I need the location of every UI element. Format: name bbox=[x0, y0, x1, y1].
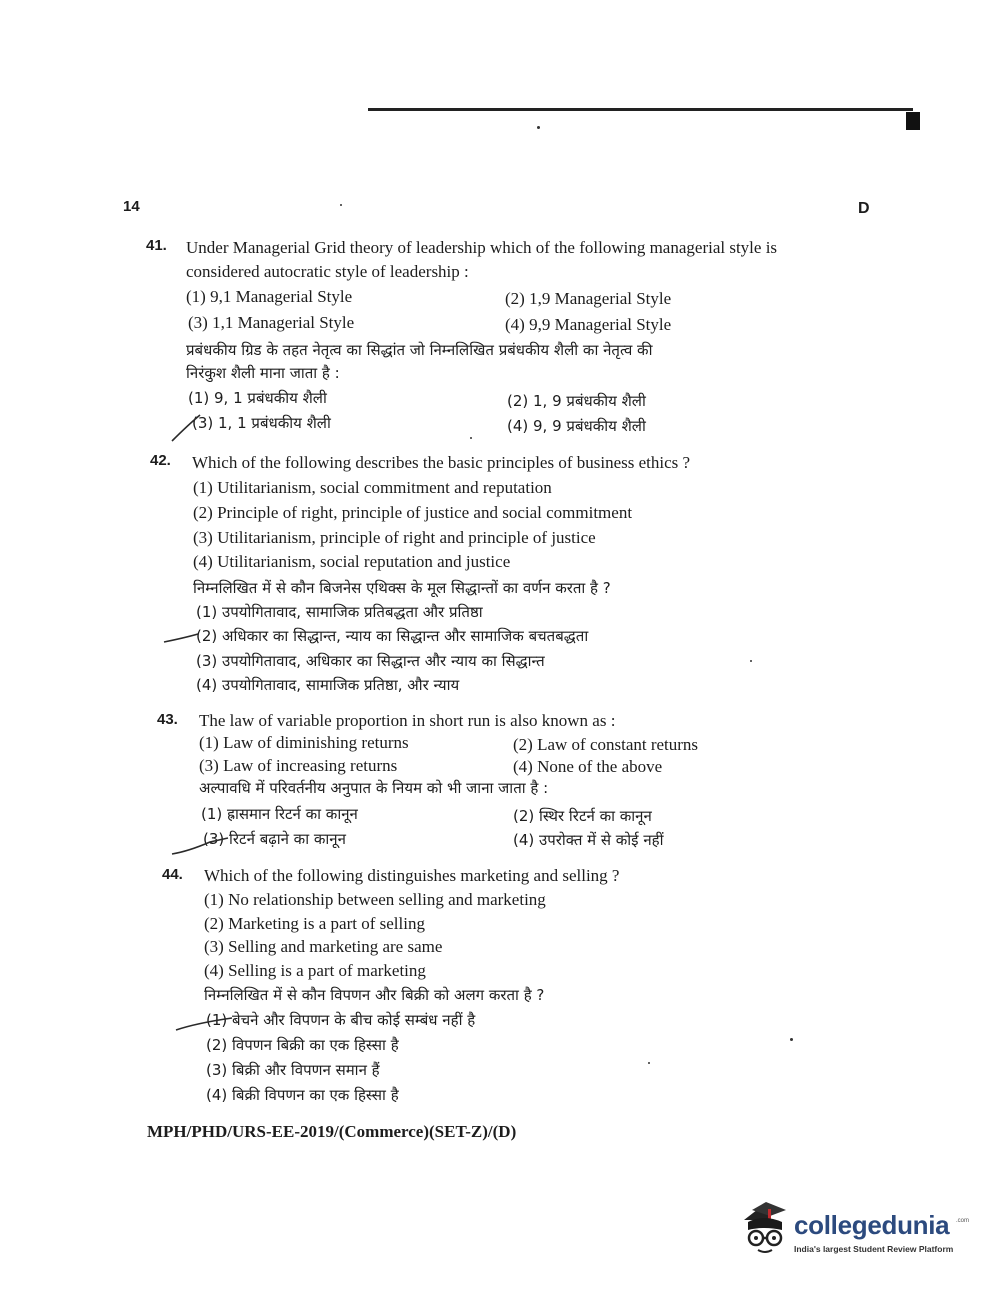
logo-wordmark: collegedunia bbox=[794, 1210, 950, 1240]
option-hi: (2) 1, 9 प्रबंधकीय शैली bbox=[507, 392, 646, 410]
student-mascot-icon bbox=[738, 1200, 792, 1258]
option-en: (3) Law of increasing returns bbox=[199, 756, 398, 775]
option-en: (2) Law of constant returns bbox=[513, 735, 699, 754]
option-hi: (4) उपयोगितावाद, सामाजिक प्रतिष्ठा, और न्याय bbox=[196, 676, 460, 694]
option-en: (3) 1,1 Managerial Style bbox=[188, 313, 355, 332]
scan-speck bbox=[340, 204, 342, 206]
option-hi: (3) रिटर्न बढ़ाने का कानून bbox=[203, 830, 346, 848]
option-en: (4) 9,9 Managerial Style bbox=[505, 315, 672, 334]
scan-speck bbox=[537, 126, 540, 129]
logo-tagline: India's largest Student Review Platform bbox=[794, 1244, 954, 1254]
option-en: (4) Selling is a part of marketing bbox=[204, 961, 426, 980]
page-top-rule bbox=[368, 108, 913, 111]
question-stem-en: Which of the following describes the basic principles of business ethics ? bbox=[192, 453, 691, 472]
scan-speck bbox=[648, 1062, 650, 1064]
page-corner-mark bbox=[906, 112, 920, 130]
answer-tick-mark bbox=[162, 628, 212, 648]
question-stem-en: Under Managerial Grid theory of leadership which of the following managerial style is bbox=[186, 238, 778, 257]
option-en: (3) Selling and marketing are same bbox=[204, 937, 443, 956]
option-en: (2) Marketing is a part of selling bbox=[204, 914, 425, 933]
question-stem-hi: निरंकुश शैली माना जाता है : bbox=[186, 364, 340, 382]
question-stem-en: considered autocratic style of leadership : bbox=[186, 262, 469, 281]
option-hi: (3) बिक्री और विपणन समान हैं bbox=[206, 1061, 380, 1079]
option-en: (3) Utilitarianism, principle of right and principle of justice bbox=[193, 528, 596, 547]
question-number: 43. bbox=[157, 711, 178, 728]
option-en: (1) No relationship between selling and marketing bbox=[204, 890, 546, 909]
logo-domain-suffix: .com bbox=[956, 1218, 970, 1224]
option-en: (1) Utilitarianism, social commitment and reputation bbox=[193, 478, 552, 497]
option-en: (1) 9,1 Managerial Style bbox=[186, 287, 353, 306]
question-stem-en: Which of the following distinguishes marketing and selling ? bbox=[204, 866, 620, 885]
collegedunia-logo bbox=[738, 1196, 968, 1266]
option-hi: (3) उपयोगितावाद, अधिकार का सिद्धान्त और न्याय का सिद्धान्त bbox=[196, 652, 545, 670]
option-en: (4) Utilitarianism, social reputation and justice bbox=[193, 552, 511, 571]
answer-tick-mark bbox=[174, 1012, 234, 1034]
option-hi: (4) 9, 9 प्रबंधकीय शैली bbox=[507, 417, 646, 435]
option-en: (2) 1,9 Managerial Style bbox=[505, 289, 672, 308]
question-stem-en: The law of variable proportion in short run is also known as : bbox=[199, 711, 616, 730]
option-hi: (1) उपयोगितावाद, सामाजिक प्रतिबद्धता और प्रतिष्ठा bbox=[196, 603, 483, 621]
option-hi: (4) उपरोक्त में से कोई नहीं bbox=[513, 831, 664, 849]
option-hi: (1) 9, 1 प्रबंधकीय शैली bbox=[188, 389, 327, 407]
question-number: 42. bbox=[150, 452, 171, 469]
set-letter: D bbox=[858, 200, 870, 217]
question-number: 41. bbox=[146, 237, 167, 254]
answer-tick-mark bbox=[170, 832, 230, 858]
option-hi: (2) अधिकार का सिद्धान्त, न्याय का सिद्धान्त और सामाजिक बचतबद्धता bbox=[196, 627, 589, 645]
question-stem-hi: अल्पावधि में परिवर्तनीय अनुपात के नियम को भी जाना जाता है : bbox=[199, 779, 549, 797]
option-en: (4) None of the above bbox=[513, 757, 663, 776]
answer-tick-mark bbox=[170, 405, 220, 445]
option-en: (2) Principle of right, principle of justice and social commitment bbox=[193, 503, 633, 522]
page-number: 14 bbox=[123, 198, 140, 215]
option-hi: (1) ह्रासमान रिटर्न का कानून bbox=[201, 805, 358, 823]
scan-speck bbox=[470, 437, 472, 439]
option-hi: (3) 1, 1 प्रबंधकीय शैली bbox=[192, 414, 331, 432]
question-stem-hi: निम्नलिखित में से कौन बिजनेस एथिक्स के मूल सिद्धान्तों का वर्णन करता है ? bbox=[193, 579, 611, 597]
question-stem-hi: प्रबंधकीय ग्रिड के तहत नेतृत्व का सिद्धांत जो निम्नलिखित प्रबंधकीय शैली का नेतृत्व की bbox=[186, 341, 653, 359]
option-hi: (1) बेचने और विपणन के बीच कोई सम्बंध नहीं है bbox=[206, 1011, 476, 1029]
question-stem-hi: निम्नलिखित में से कौन विपणन और बिक्री को अलग करता है ? bbox=[204, 986, 545, 1004]
question-number: 44. bbox=[162, 866, 183, 883]
scan-speck bbox=[790, 1038, 793, 1041]
option-hi: (2) स्थिर रिटर्न का कानून bbox=[513, 807, 652, 825]
option-hi: (2) विपणन बिक्री का एक हिस्सा है bbox=[206, 1036, 399, 1054]
scan-speck bbox=[750, 660, 752, 662]
option-en: (1) Law of diminishing returns bbox=[199, 733, 409, 752]
paper-code: MPH/PHD/URS-EE-2019/(Commerce)(SET-Z)/(D) bbox=[147, 1122, 517, 1141]
option-hi: (4) बिक्री विपणन का एक हिस्सा है bbox=[206, 1086, 399, 1104]
